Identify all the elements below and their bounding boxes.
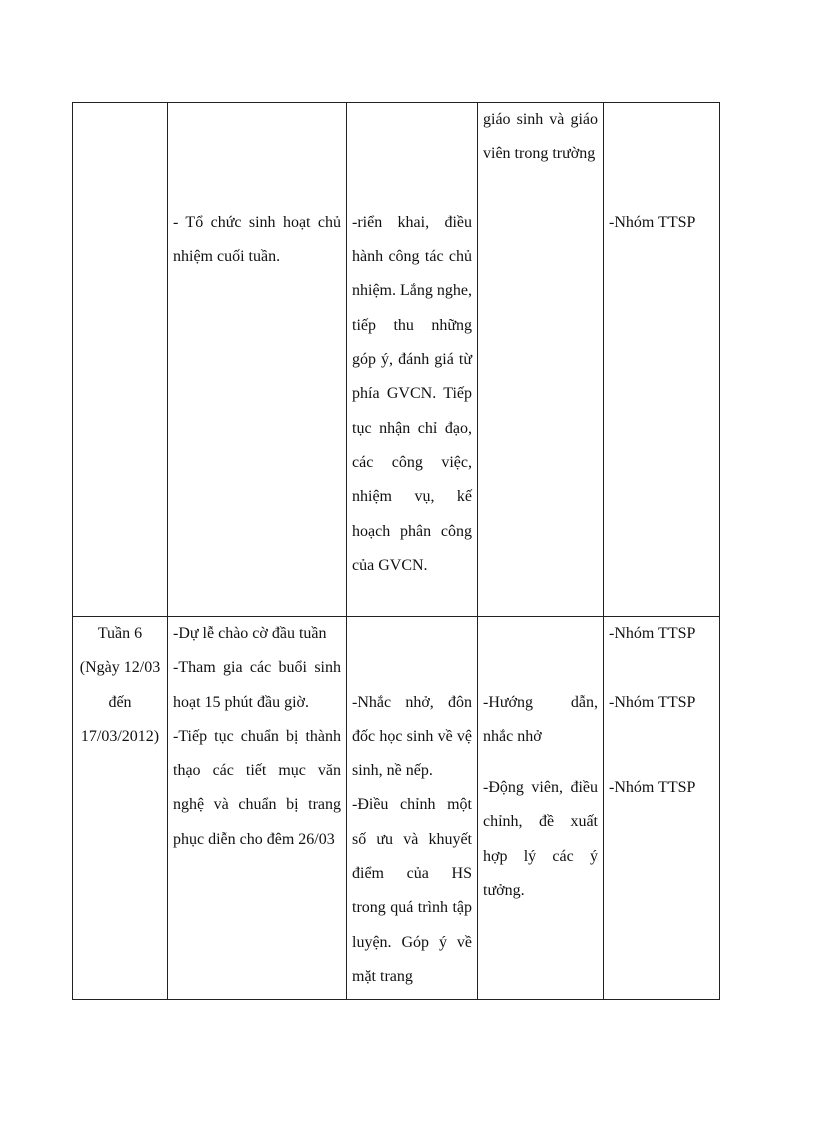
- supervisor-cell: [478, 103, 604, 617]
- responsible-cell: [604, 617, 720, 1000]
- responsible-cell: [604, 103, 720, 617]
- table-row: [73, 617, 720, 1000]
- trainee-task-text: -Điều chỉnh một số ưu và khuyết điểm của HS trong quá trình tập luyện. Góp ý về mặt trang: [352, 796, 472, 985]
- activity-text: -Tham gia các buổi sinh hoạt 15 phút đầu giờ.: [173, 659, 341, 711]
- trainee-tasks-cell: [347, 103, 478, 617]
- responsible-text: -Nhóm TTSP: [609, 213, 696, 231]
- supervisor-text: giáo sinh và giáo viên trong trường: [483, 111, 598, 163]
- trainee-tasks-cell: [347, 617, 478, 1000]
- table-row: [73, 103, 720, 617]
- activities-cell: [168, 103, 347, 617]
- week-cell: [73, 103, 168, 617]
- supervisor-text: -Hướng dẫn, nhắc nhở: [483, 693, 598, 745]
- week-label: Tuần 6: [97, 625, 143, 642]
- trainee-task-text: -Nhắc nhở, đôn đốc học sinh về vệ sinh, nề nếp.: [352, 693, 472, 780]
- activity-text: - Tổ chức sinh hoạt chủ nhiệm cuối tuần.: [173, 213, 341, 266]
- activity-text: -Tiếp tục chuẩn bị thành thạo các tiết mục văn nghệ và chuẩn bị trang phục diễn cho đêm 26/03: [173, 727, 341, 848]
- trainee-task-text: -riển khai, điều hành công tác chủ nhiệm. Lắng nghe, tiếp thu những góp ý, đánh giá từ phía GVCN. Tiếp tục nhận chỉ đạo, các công việc, nhiệm vụ, kế hoạch phân công của GVCN.: [352, 213, 472, 574]
- supervisor-cell: [478, 617, 604, 1000]
- responsible-text: -Nhóm TTSP: [609, 693, 696, 711]
- responsible-text: -Nhóm TTSP: [609, 779, 696, 797]
- activity-text: -Dự lễ chào cờ đầu tuần: [173, 625, 327, 642]
- plan-table: [72, 102, 720, 1000]
- responsible-text: -Nhóm TTSP: [609, 625, 696, 642]
- week-cell: [73, 617, 168, 1000]
- activities-cell: [168, 617, 347, 1000]
- week-range: (Ngày 12/03 đến 17/03/2012): [79, 659, 161, 745]
- supervisor-text: -Động viên, điều chỉnh, đề xuất hợp lý các ý tưởng.: [483, 779, 598, 900]
